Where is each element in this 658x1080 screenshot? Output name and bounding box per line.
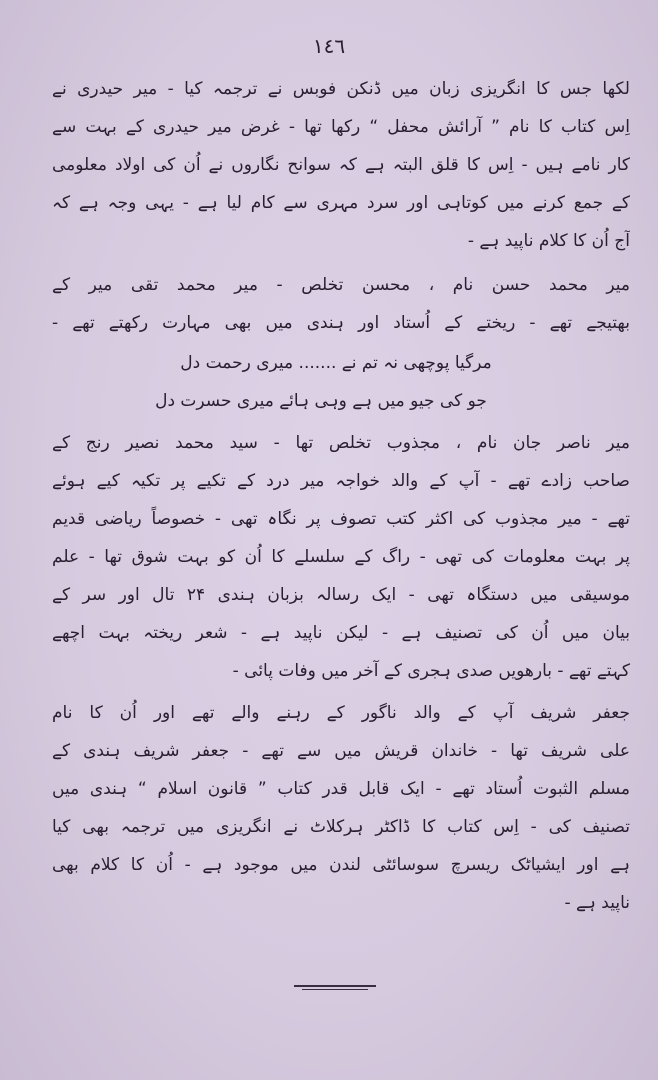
text-line: جعفر شریف آپ کے والد ناگور کے رہنے والے تھے اور اُن کا نام <box>52 703 630 723</box>
text-line: آج اُن کا کلام ناپید ہے - <box>467 231 630 251</box>
text-line: تصنیف کی - اِس کتاب کا ڈاکٹر ہرکلاٹ نے انگریزی میں ترجمہ بھی کیا <box>52 817 630 837</box>
text-line: میر محمد حسن نام ، محسن تخلص - میر محمد تقی میر کے <box>52 275 630 295</box>
text-line: ہے اور ایشیاٹک ریسرچ سوسائٹی لندن میں موجود ہے - اُن کا کلام بھی <box>52 855 630 875</box>
page-body <box>52 70 630 922</box>
text-line: موسیقی میں دستگاہ تھی - ایک رسالہ بزبان ہندی ۲۴ تال اور سر کے <box>52 585 630 605</box>
text-line: کار نامے ہیں - اِس کا قلق البتہ ہے کہ سوانح نگاروں نے اُن کی اولاد معلومی <box>52 155 630 175</box>
page-number: ١٤٦ <box>312 34 346 58</box>
end-rule <box>294 985 376 987</box>
text-line: بھتیجے تھے - ریختے کے اُستاد اور ہندی میں بھی مہارت رکھتے تھے - <box>52 313 630 333</box>
text-line: اِس کتاب کا نام ” آرائش محفل “ رکھا تھا - غرض میر حیدری کے بہت سے <box>52 117 630 137</box>
text-line: مسلم الثبوت اُستاد تھے - ایک قابل قدر کتاب ” قانون اسلام “ ہندی میں <box>52 779 630 799</box>
text-line: پر بہت معلومات کی تھی - راگ کے سلسلے کا اُن کو بہت شوق تھا - علم <box>52 547 630 567</box>
end-rule <box>302 989 368 990</box>
text-line: تھے - میر مجذوب کی اکثر کتب تصوف پر نگاہ تھی - خصوصاً ریاضی قدیم <box>52 509 630 529</box>
text-line: کے جمع کرنے میں کوتاہی اور سرد مہری سے کام لیا ہے - یہی وجہ ہے کہ <box>52 193 630 213</box>
verse-line: جو کی جیو میں ہے وہی ہائے میری حسرت دل <box>155 391 487 411</box>
text-line: علی شریف تھا - خاندان قریش میں سے تھے - جعفر شریف ہندی کے <box>52 741 630 761</box>
text-line: لکھا جس کا انگریزی زبان میں ڈنکن فوبس نے ترجمہ کیا - میر حیدری نے <box>52 79 630 99</box>
text-line: کہتے تھے - بارھویں صدی ہجری کے آخر میں وفات پائی - <box>232 661 630 681</box>
text-line: ناپید ہے - <box>564 893 630 913</box>
text-line: صاحب زادے تھے - آپ کے والد خواجہ میر درد کے تکیے پر تکیہ کیے ہوئے <box>52 471 630 491</box>
text-line: میر ناصر جان نام ، مجذوب تخلص تھا - سید محمد نصیر رنج کے <box>52 433 630 453</box>
text-line: بیان میں اُن کی تصنیف ہے - لیکن ناپید ہے - شعر ریختہ بہت اچھے <box>52 623 630 643</box>
verse-line: مرگیا پوچھی نہ تم نے ....... میری رحمت دل <box>180 353 492 373</box>
